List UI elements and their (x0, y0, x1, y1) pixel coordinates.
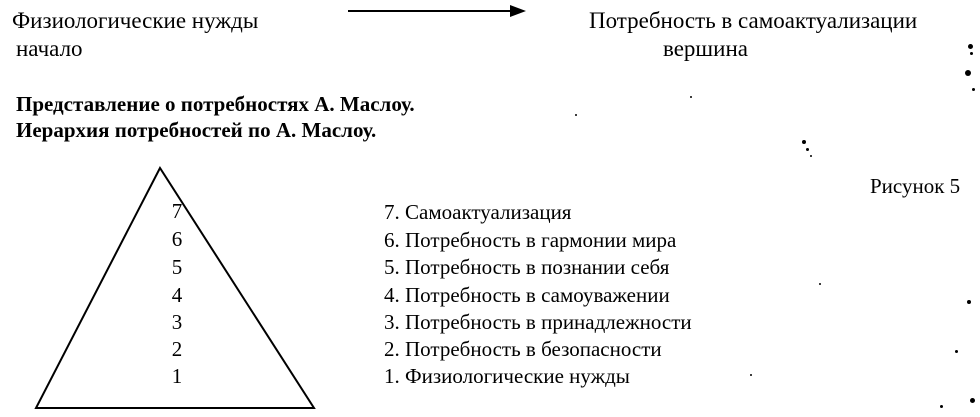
scan-speck (965, 70, 971, 76)
pyramid-level-5: 5 (171, 255, 183, 279)
heading-representation: Представление о потребностях А. Маслоу. (16, 92, 415, 116)
scan-speck (690, 96, 692, 98)
scan-speck (940, 405, 943, 408)
pyramid-level-2: 2 (171, 337, 183, 361)
heading-hierarchy: Иерархия потребностей по А. Маслоу. (16, 118, 377, 142)
legend-item-7: 7. Самоактуализация (384, 200, 572, 224)
end-label: Потребность в самоактуализации (589, 8, 918, 33)
legend-item-5: 5. Потребность в познании себя (384, 255, 670, 279)
scan-speck (810, 155, 812, 157)
pyramid-level-7: 7 (171, 199, 183, 223)
scan-speck (750, 374, 752, 376)
pyramid-level-6: 6 (171, 227, 183, 251)
scan-speck (972, 88, 975, 91)
figure-caption: Рисунок 5 (870, 174, 961, 198)
progression-arrow-icon (340, 2, 530, 22)
legend-item-2: 2. Потребность в безопасности (384, 337, 662, 361)
scan-speck (955, 350, 958, 353)
legend-item-1: 1. Физиологические нужды (384, 364, 630, 388)
pyramid-level-3: 3 (171, 310, 183, 334)
scan-speck (970, 52, 973, 55)
start-sublabel: начало (16, 36, 83, 61)
scan-speck (575, 114, 577, 116)
legend-item-3: 3. Потребность в принадлежности (384, 310, 692, 334)
scan-speck (970, 398, 975, 403)
start-label: Физиологические нужды (12, 8, 259, 33)
scan-speck (967, 300, 971, 304)
legend-item-6: 6. Потребность в гармонии мира (384, 228, 677, 252)
scan-speck (968, 44, 973, 49)
scan-speck (802, 140, 806, 144)
scan-speck (806, 148, 809, 151)
legend-item-4: 4. Потребность в самоуважении (384, 283, 670, 307)
pyramid-level-4: 4 (171, 283, 183, 307)
end-sublabel: вершина (663, 36, 748, 61)
pyramid-level-1: 1 (171, 364, 183, 388)
scan-speck (819, 283, 821, 285)
